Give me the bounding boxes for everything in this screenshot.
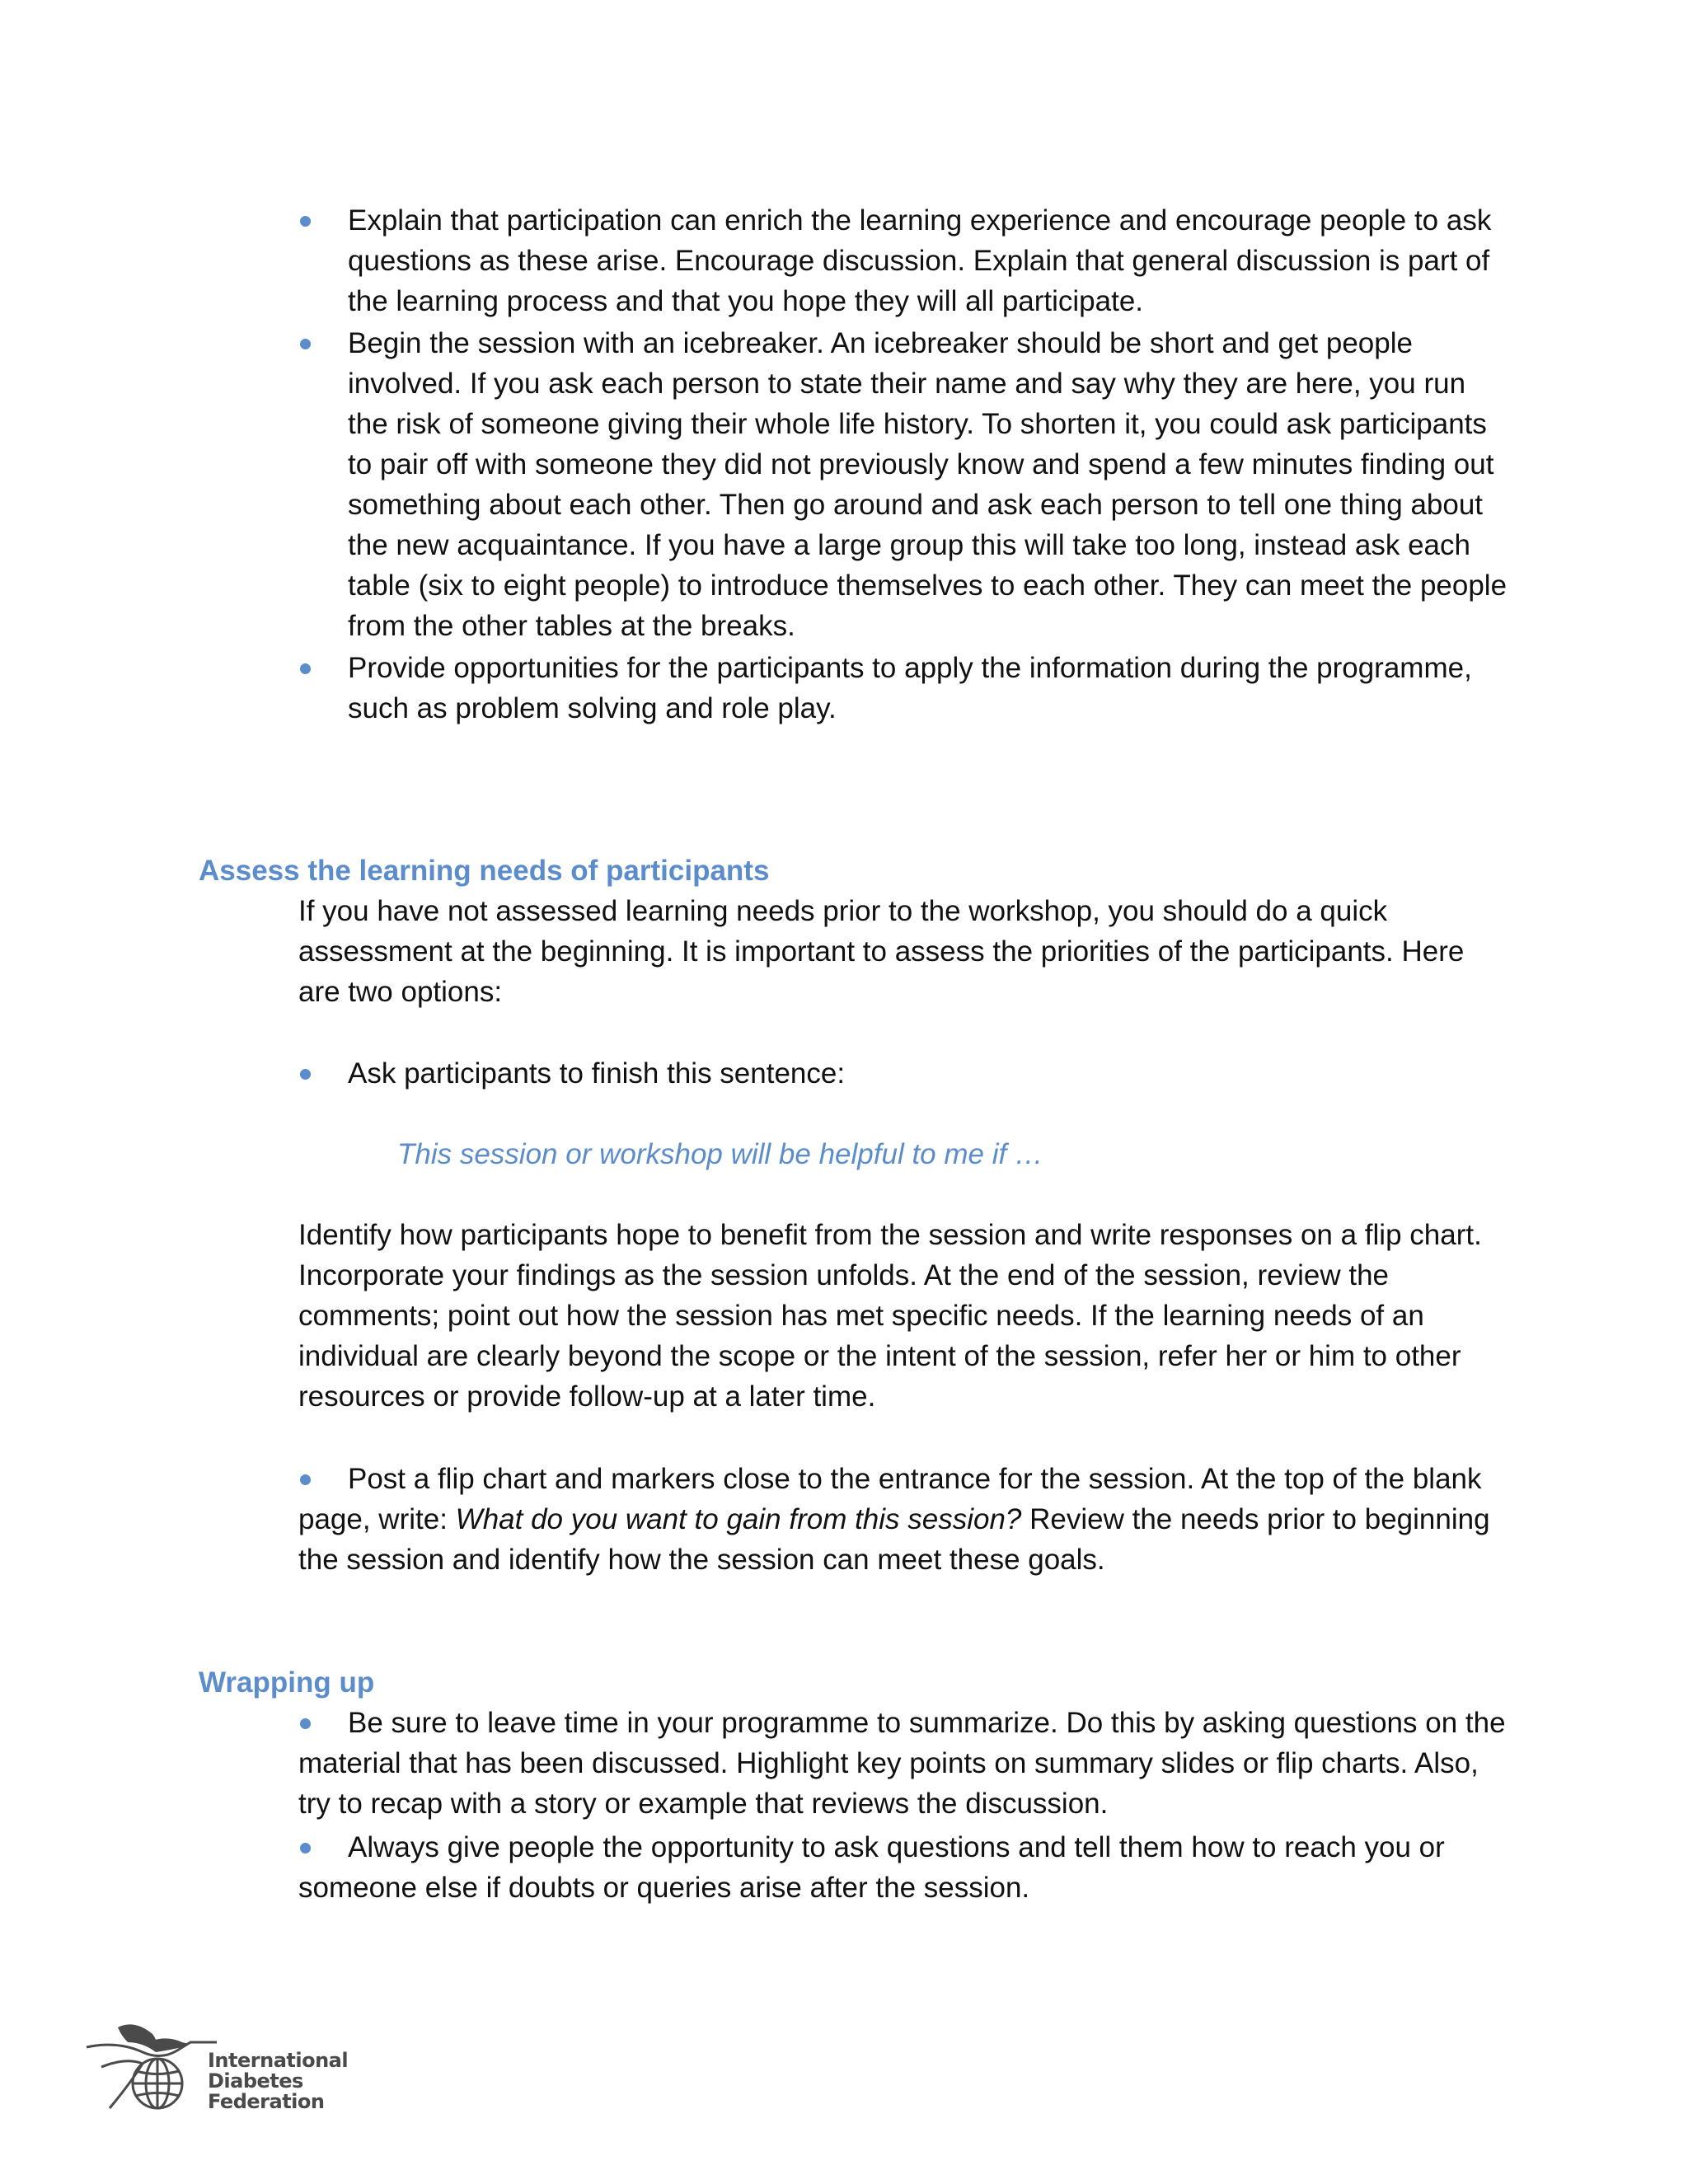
list-item [298,323,1510,646]
logo-line-1: International [208,2049,349,2072]
assess-option-1-followup: Identify how participants hope to benefit from the session and write responses on a flip chart. Incorporate your findings as the session unfolds. At the end of the session, review the comments; point out how the session has met specific needs. If the learning needs of an individual are clearly beyond the scope or the intent of the session, refer her or him to other resources or provide follow-up at a later time. [298,1219,1482,1413]
bullet-dot-icon [300,663,311,674]
wrap-item-1 [298,1703,1510,1824]
logo-line-3: Federation [208,2090,325,2113]
list-item-text: Be sure to leave time in your programme to summarize. Do this by asking questions on the material that has been discussed. Highlight key points on summary slides or flip charts. Also, try to recap with a story or example that reviews the discussion. [298,1707,1506,1820]
list-item-text: Ask participants to finish this sentence: [348,1057,846,1090]
list-item-text: Provide opportunities for the participants to apply the information during the programme, such as problem solving and role play. [348,652,1472,724]
list-item-text: Always give people the opportunity to ask questions and tell them how to reach you or someone else if doubts or queries arise after the session. [298,1831,1445,1904]
bullet-dot-icon [300,1718,311,1729]
prompt-sentence: This session or workshop will be helpful to me if … [397,1138,1043,1170]
bullet-dot-icon [300,1474,311,1485]
list-item [298,200,1510,321]
assess-intro-paragraph: If you have not assessed learning needs prior to the workshop, you should do a quick assessment at the beginning. It is important to assess the priorities of the participants. Here are two options: [298,895,1465,1008]
bullet-dot-icon [300,1843,311,1854]
list-item [298,648,1510,729]
bullet-list-top [298,200,1510,729]
list-item-text: Explain that participation can enrich the learning experience and encourage people to ask questions as these arise. Encourage discussion. Explain that general discussion is part of the learning process and that you hope they will all participate. [348,204,1492,317]
logo-line-2: Diabetes [208,2069,303,2093]
assess-option-1 [298,1053,1510,1094]
assess-option-2 [298,1459,1510,1580]
wrap-item-2 [298,1827,1510,1908]
bullet-dot-icon [300,1069,311,1080]
bullet-dot-icon [300,216,311,227]
list-item-text: Begin the session with an icebreaker. An icebreaker should be short and get people involved. If you ask each person to state their name and say why they are here, you run the risk of someone giving their whole life history. To shorten it, you could ask participants to pair off with someone they did not previously know and spend a few minutes finding out something about each other. Then go around and ask each person to tell one thing about the new acquaintance. If you have a large group this will take too long, instead ask each table (six to eight people) to introduce themselves to each other. They can meet the people from the other tables at the breaks. [348,327,1507,642]
organization-logo-text [208,2050,348,2112]
option-2-text-a: Post a flip chart and markers close to the entrance for the session. At the top of the blank page, write: [298,1463,1482,1535]
option-2-text-b: Review the needs prior to beginning the session and identify how the session can meet these goals. [298,1503,1490,1576]
bullet-dot-icon [300,339,311,349]
section-heading-wrap: Wrapping up [199,1666,375,1699]
section-heading-assess: Assess the learning needs of participants [199,855,770,887]
option-2-italic-question: What do you want to gain from this session? [455,1503,1022,1535]
